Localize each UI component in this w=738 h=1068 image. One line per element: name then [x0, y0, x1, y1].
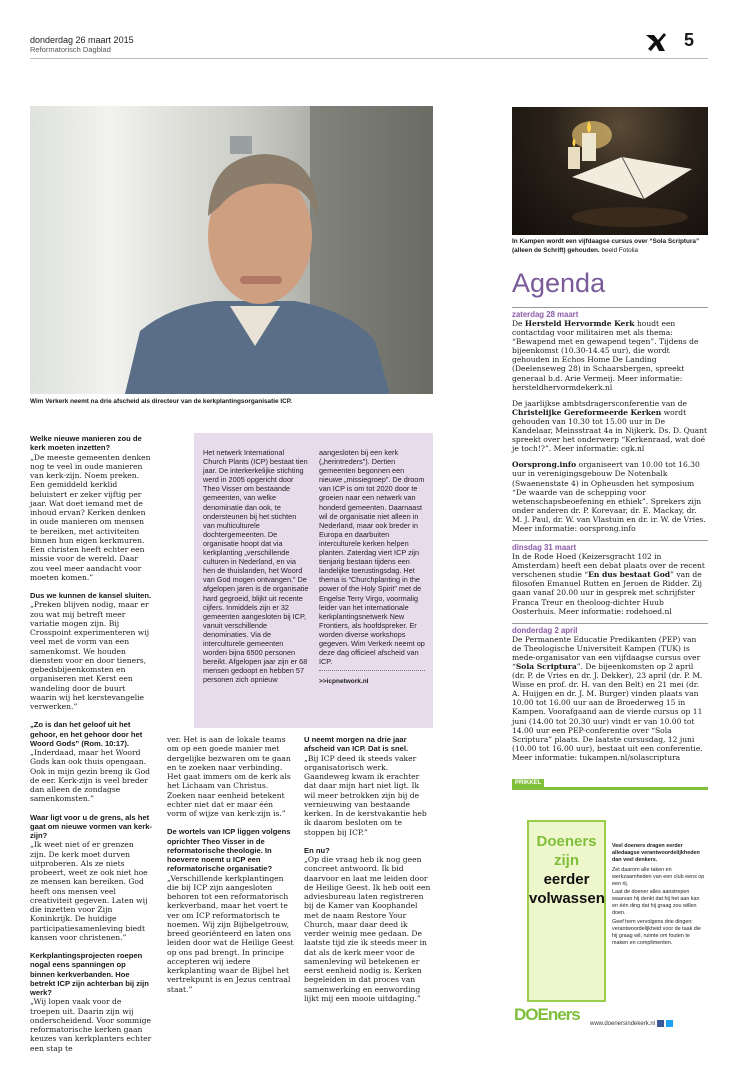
qa-block: [304, 846, 432, 1003]
portrait-photo: [30, 106, 433, 394]
info-box-right-text: aangesloten bij een kerk („herintreders”). Dertien gemeenten begonnen een nieuwe „missiegroep”. De droom van ICP is om tot 2020 door te groeien naar een netwerk van honderd gemeenten. Daarnaast wil de organisatie niet alleen in Nederland, maar ook breder in Europa en daarbuiten interculturele kerken helpen planten. Zaterdag viert ICP zijn tienjarig bestaan tijdens een landelijke toerustingsdag. Het thema is “Churchplanting in the power of the Holy Spirit” met de Engelse Terry Virgo, voormalig leider van het internationale kerkplantingsnetwerk New Frontiers, als hoofdspreker. Er worden diverse workshops gegeven. Wim Verkerk neemt op deze dag officieel afscheid van ICP.: [319, 448, 425, 667]
agenda-day: donderdag 2 april: [512, 623, 708, 635]
info-box-left: Het netwerk International Church Plants (ICP) bestaat tien jaar. De interkerkelijke stichting werd in 2005 opgericht door Theo Visser om bestaande gemeenten, van welke denominatie dan ook, te ondersteunen bij het stichten van multiculturele dochtergemeenten. De organisatie hoopt dat via kerkplanting „verschillende culturen in Nederland, en via hen de thuislanden, het Woord van God mogen ontvangen.” De afgelopen jaren is de organisatie hard gegroeid, blijkt uit recente cijfers. Inmiddels zijn er 32 gemeenten aangesloten bij ICP, vanuit verschillende denominaties. Via de interculturele gemeenten worden bijna 6500 personen bereikt. Afgelopen jaar zijn er 68 mensen gedoopt en hebben 57 personen zich opnieuw: [203, 448, 309, 685]
question: Dus we kunnen de kansel sluiten.: [30, 591, 152, 600]
newspaper-name: Reformatorisch Dagblad: [30, 45, 111, 54]
agenda-item: De Permanente Educatie Predikanten (PEP) van de Theologische Universiteit Kampen (TUK) is mede-organisator van een vijfdaagse cursus over “Sola Scriptura”. De bijeenkomsten op 2 april (dr. P. de Vries en dr. J. Dekker), 23 april (dr. P. M. Wisse en prof. dr. H. van den Belt) en 21 mei (dr. A. Huijgen en dr. J. M. Burger) vinden plaats van 10.00 tot 16.00 uur aan de Broederweg 15 in Kampen. Voorafgaand aan de vierde cursus op 11 juni (14.00 tot 20.30 uur) vindt er van 10.00 tot 14.00 uur een PEP-conferentie over “Sola Scriptura” plaats. De laatste cursusdag, 12 juni (10.00 tot 16.00 uur), bestaat uit een conferentie. Meer informatie: tukampen.nl/solascriptura: [512, 634, 703, 762]
qa-block: [167, 735, 295, 818]
answer: ver. Het is aan de lokale teams om op een goede manier met dergelijke bezwaren om te gaan en te zoeken naar verbinding. Het gaat immers om de kerk als het Lichaam van Christus. Zoeken naar eenheid betekent echter niet dat er maar één vorm of wijze van kerk-zijn is.”: [167, 735, 291, 818]
answer: „Inderdaad, maar het Woord Gods kan ook thuis opengaan. Ook in mijn gezin breng ik God de eer. Kerk-zijn is veel breder dan alleen de zondagse samenkomsten.”: [30, 748, 151, 804]
answer: „Ik weet niet of er grenzen zijn. De kerk moet durven uitproberen. Als ze niets probeert, weet ze ook niet hoe ze mensen kan bereiken. God heeft ons mensen veel creativiteit gegeven. Laten wij die inzetten voor Zijn Koninkrijk. De huidige participatiesamenleving biedt kansen voor christenen.”: [30, 840, 148, 942]
question: Kerkplantingsprojecten roepen nogal eens spanningen op binnen kerkverbanden. Hoe betrekt ICP zijn achterban bij zijn werk?: [30, 951, 149, 997]
qa-block: [30, 813, 152, 943]
agenda-title: Agenda: [512, 268, 606, 298]
agenda-item: Oorsprong.info organiseert van 10.00 tot 16.30 uur in verenigingsgebouw De Notenbalk (Swaenenstate 4) in Opheusden het symposium “De waarde van de schepping voor wetenschapsbeoefening en ethiek”. Sprekers zijn onder anderen dr. P. Korevaar, dr. E. Mackay, dr. M. J. Paul, dr. W. van Vlastuin en dr. ir. W. de Vries. Meer informatie: oorsprong.info: [512, 460, 706, 533]
doeners-logo: DOEners: [514, 1005, 580, 1024]
divider: [319, 670, 425, 671]
question: „Zo is dan het geloof uit het gehoor, en het gehoor door het Woord Gods” (Rom. 10:17).: [30, 720, 143, 748]
page-number: 5: [684, 30, 695, 50]
ad-tag: PRIKKEL: [512, 779, 544, 787]
ad-body: Veel doeners dragen eerder alledaagse verantwoordelijkheden dan veel denkers. Zet daarom alle taken en werkzaamheden van een club eens op een rij. Laat de doener alles aanstrepen waarvan hij denkt dat hij het aan kan en één ding dat hij graag zou willen doen. Geef hem vervolgens drie dingen: verantwoordelijkheid voor de taak die hij graag wil, ruimte om fouten te maken en complimenten.: [612, 843, 705, 946]
newspaper-logo-icon: [645, 32, 667, 52]
source-link[interactable]: >>icpnetwork.nl: [319, 678, 369, 686]
question: U neemt morgen na drie jaar afscheid van ICP. Dat is snel.: [304, 735, 409, 754]
qa-block: [304, 735, 432, 837]
answer: „Bij ICP deed ik steeds vaker organisatorisch werk. Gaandeweg kwam ik erachter dat daar mijn hart niet ligt. Ik wil meer betrokken zijn bij de vernieuwing van bestaande kerken. In de kerstvakantie heb ik daarom besloten om te stoppen bij ICP.”: [304, 753, 427, 837]
question: Waar ligt voor u de grens, als het gaat om nieuwe vormen van kerk-zijn?: [30, 812, 152, 840]
qa-block: [30, 720, 152, 803]
agenda-list: [512, 306, 708, 786]
ad-url[interactable]: www.doenersindekerk.nl: [590, 1021, 656, 1027]
qa-block: [30, 951, 152, 1053]
answer: „De meeste gemeenten denken nog te veel in oude manieren van kerk-zijn. Noem preken. Een gemiddeld kerklid beluistert er zeker vijftig per jaar. Wat doet iemand met de inhoud ervan? Kerken denken in oude manieren om mensen te bereiken, met activiteiten binnen hun eigen kerkmuren. Een christen heeft echter een missie voor de wereld. Daar zou veel meer aandacht voor moeten komen.”: [30, 452, 151, 582]
question: Welke nieuwe manieren zou de kerk moeten inzetten?: [30, 434, 142, 453]
info-box-icp: [194, 433, 433, 728]
question: En nu?: [304, 845, 330, 855]
photo2-caption: In Kampen wordt een vijfdaagse cursus over “Sola Scriptura” (alleen de Schrift) gehouden. beeld Fotolia: [512, 238, 700, 254]
bible-candle-photo: [512, 107, 708, 235]
photo-credit: beeld Fotolia: [601, 246, 639, 254]
question: De wortels van ICP liggen volgens oprichter Theo Visser in de reformatorische theologie. In hoeverre noemt u ICP een reformatorische organisatie?: [167, 827, 291, 874]
header-rule: [30, 58, 708, 59]
article-column-1: [30, 434, 152, 1053]
agenda-item: De Hersteld Hervormde Kerk houdt een contactdag voor militairen met als thema: “Bewapend met en gewapend tegen”. Tijdens de bijeenkomst (10.30-14.45 uur), die wordt gehouden in Echos Home De Landing (Deelenseweg 28) in Schaarsbergen, spreekt generaal b.d. Arie Vermeij. Meer informatie: hersteldhervormdekerk.nl: [512, 319, 699, 392]
answer: „Verschillende kerkplantingen die bij ICP zijn aangesloten behoren tot een reformatorisch kerkverband, maar het voert te ver om ICP reformatorisch te noemen. Wij zijn Bijbelgetrouw, breed georiënteerd en laten ons leiden door wat de Heilige Geest op ons pad brengt. In principe accepteren wij iedere kerkplanting waar de Bijbel het vertrekpunt is en Jezus centraal staat.”: [167, 873, 294, 994]
answer: „Wij lopen vaak voor de troepen uit. Daarin zijn wij onderscheidend. Voor sommige reformatorische kerken gaan keuzes van kerkplanters echter een stap te: [30, 997, 152, 1053]
qa-block: [30, 434, 152, 582]
answer: „Op die vraag heb ik nog geen concreet antwoord. Ik bid daarvoor en laat me leiden door de Heilige Geest. Ik heb ooit een adviesbureau laten registreren bij de Kamer van Koophandel met de naam Restore Your Church, maar daar deed ik verder weinig mee gedaan. De laatste tijd zie ik steeds meer in dat als de kerk meer voor de samenleving wil betekenen er eerst eenheid nodig is. Kerken begeleiden in dat proces van samenwerking en eenwording lijkt mij een mooie uitdaging.”: [304, 855, 431, 1003]
qa-block: [167, 827, 295, 994]
social-icons[interactable]: [657, 1020, 673, 1028]
agenda-day: zaterdag 28 maart: [512, 307, 708, 319]
qa-block: [30, 591, 152, 711]
info-box-right: [319, 448, 425, 728]
agenda-item: In de Rode Hoed (Keizersgracht 102 in Amsterdam) heeft een debat plaats over de recent verschenen studie “En dus bestaat God” van de filosofen Emanuel Rutten en Jeroen de Ridder. Zij gaan vanaf 20.00 uur in gesprek met schrijfster Franca Treur en theoloog-dichter Huub Oosterhuis. Meer informatie: rodehoed.nl: [512, 552, 705, 616]
ad-headline-box: Doeners zijn eerder volwassen: [527, 820, 606, 1002]
article-column-3: [304, 735, 432, 1035]
answer: „Preken blijven nodig, maar er zou wat mij betreft meer variatie mogen zijn. Bij Crosspoint experimenteren wij veel met de vorm van een samenkomst. We houden diensten voor en door tieners, gebedsbijeenkomsten en organiseren met Kerst een wandeling door de buurt waarin wij het kerstevangelie verwerken.”: [30, 600, 150, 711]
agenda-day: dinsdag 31 maart: [512, 540, 708, 552]
article-column-2: [167, 735, 295, 1035]
photo-caption: Wim Verkerk neemt na drie afscheid als directeur van de kerkplantingsorganisatie ICP.: [30, 398, 292, 405]
edition-date: donderdag 26 maart 2015: [30, 35, 134, 45]
agenda-item: De jaarlijkse ambtsdragersconferentie van de Christelijke Gereformeerde Kerken wordt gehouden van 10.30 tot 15.00 uur in De Kandelaar, Meinsstraat 4a in Nijkerk. Ds. D. Quant spreekt over het onderwerp “Kerkenraad, wat doé je toch!?”. Meer informatie: cgk.nl: [512, 398, 708, 454]
